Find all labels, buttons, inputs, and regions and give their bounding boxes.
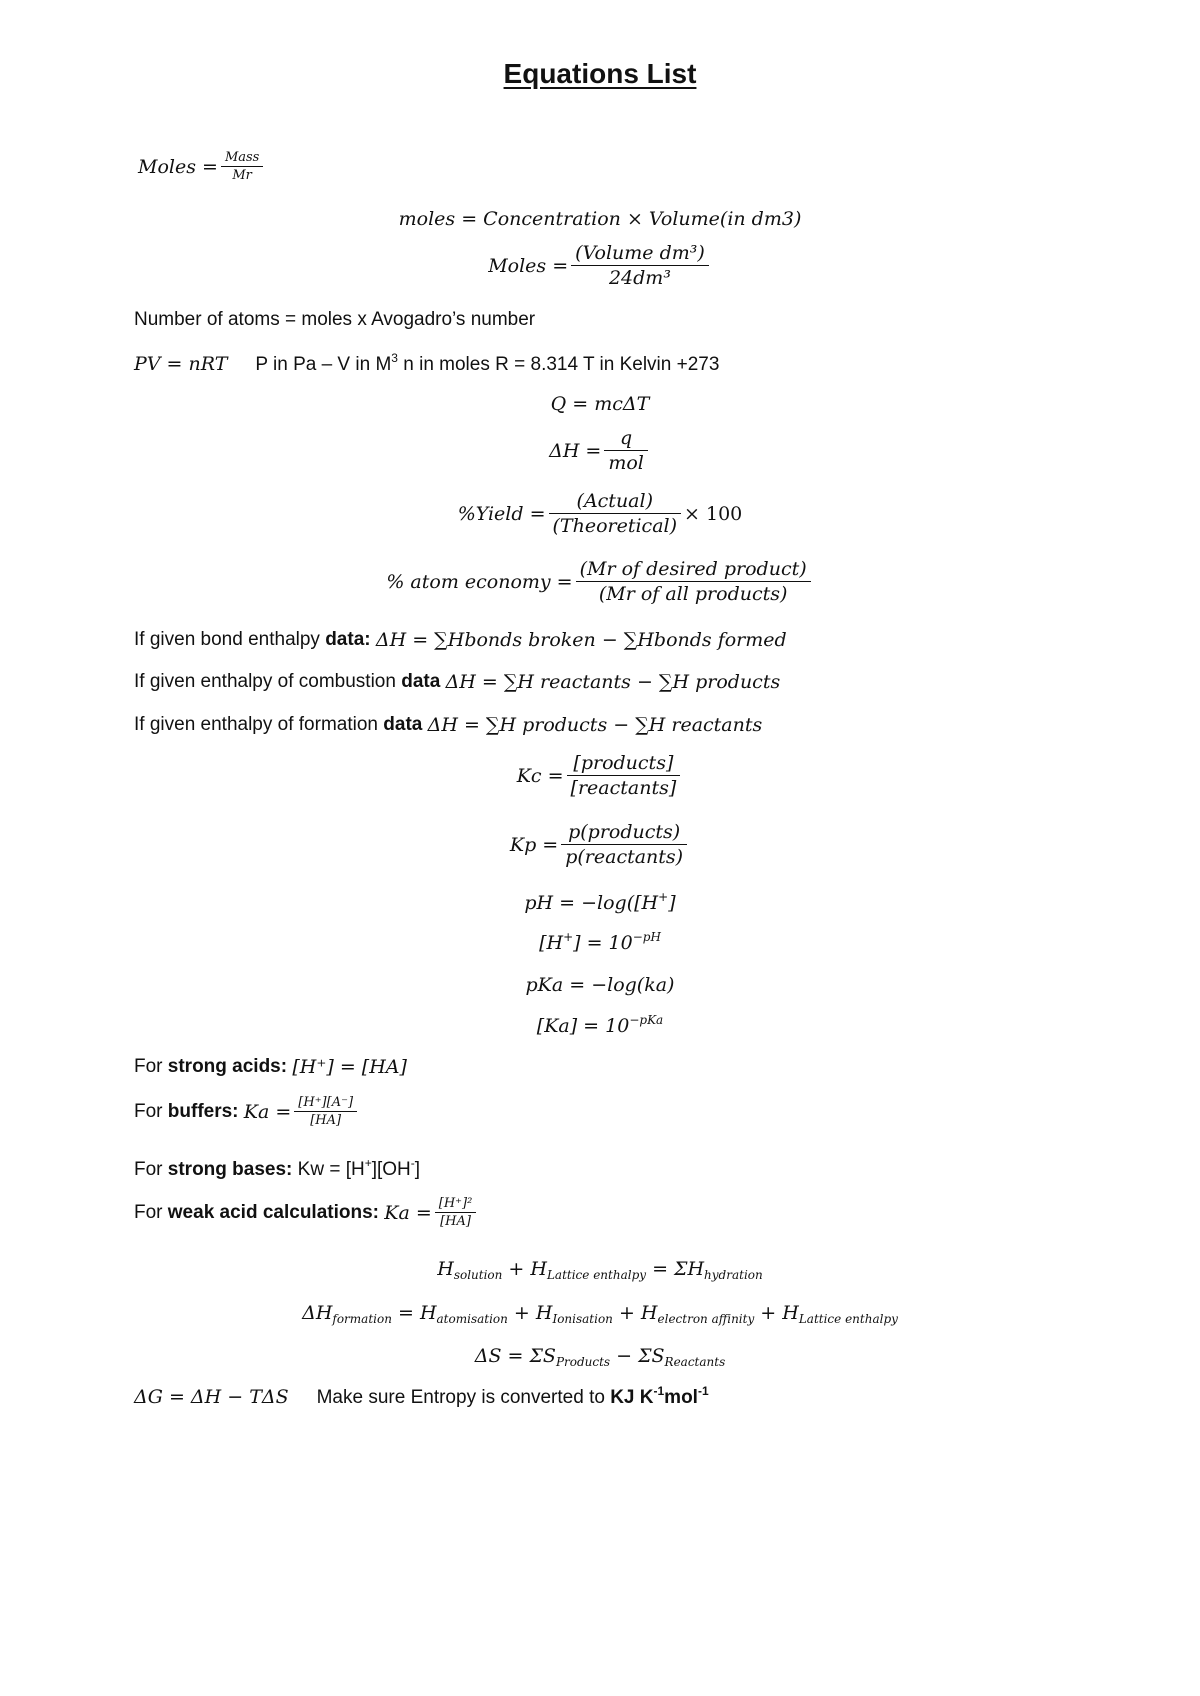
eq-kp: Kp = $\frac{\text{p(products)}}{\text{p(reactants)}}$ xyxy=(0,821,1200,868)
eq-strong-bases: For strong bases: Kw = [H+][OH-] xyxy=(134,1156,421,1180)
eq-entropy: $\Delta S = \Sigma S_{Products} - \Sigma S_{Reactants}$ xyxy=(474,1345,726,1369)
eq-ka-concentration: $[Ka] = 10^{-pKa}$ xyxy=(536,1013,664,1037)
eq-buffers: For buffers: Ka = $\frac{[H^+][A^-]}{[HA]}$ xyxy=(134,1095,360,1128)
eq-number-of-atoms: Number of atoms = moles x Avogadro’s number xyxy=(134,309,536,330)
eq-hydrogen-concentration: $[H^+] = 10^{-pH}$ xyxy=(539,930,661,954)
eq-combustion-enthalpy: If given enthalpy of combustion data ΔH = ∑H reactants − ∑H products xyxy=(134,671,781,693)
eq-moles-gas: Moles = $\frac{\text{(Volume dm³)}}{\text{24dm³}}$ xyxy=(0,242,1200,289)
eq-ph: pH = −log([H+] xyxy=(524,890,676,914)
eq-bond-enthalpy: If given bond enthalpy data: ΔH = ∑Hbonds broken − ∑Hbonds formed xyxy=(134,629,787,651)
eq-atom-economy: % atom economy = $\frac{\text{(Mr of desired product)}}{\text{(Mr of all products)}}$ xyxy=(0,558,1200,605)
eq-born-haber: $\Delta H_{formation} = H_{atomisation} + H_{Ionisation} + H_{electron affinity} + H_{Lattice enthalpy}$ xyxy=(302,1302,898,1326)
eq-moles-mass: Moles = $\frac{\text{Mass}}{Mr}$ xyxy=(138,150,266,183)
eq-hydration: $H_{solution} + H_{Lattice enthalpy} = \Sigma H_{hydration}$ xyxy=(437,1258,763,1282)
eq-strong-acids: For strong acids: [H⁺] = [HA] xyxy=(134,1056,407,1078)
eq-heat-energy: Q = mcΔT xyxy=(550,393,650,415)
eq-pka: pKa = −log(ka) xyxy=(525,974,675,996)
eq-kc: Kc = $\frac{\text{[products]}}{\text{[reactants]}}$ xyxy=(0,752,1200,799)
eq-weak-acid: For weak acid calculations: Ka = $\frac{\text{[H⁺]²}}{[HA]}$ xyxy=(134,1196,479,1229)
eq-gibbs: ΔG = ΔH − TΔS Make sure Entropy is converted to KJ $K^{-1}mol^{-1}$ xyxy=(134,1384,709,1408)
eq-ideal-gas: PV = nRT P in Pa – V in $M^3$ n in moles R = 8.314 T in Kelvin +273 xyxy=(134,351,720,375)
eq-enthalpy-change: ΔH = $\frac{q}{\text{mol}}$ xyxy=(0,427,1200,474)
eq-moles-concentration: moles = Concentration × Volume(in dm3) xyxy=(398,208,802,230)
eq-formation-enthalpy: If given enthalpy of formation data ΔH = ∑H products − ∑H reactants xyxy=(134,714,763,736)
eq-percent-yield: %Yield = $\frac{\text{(Actual)}}{\text{(Theoretical)}}$ × 100 xyxy=(457,490,743,537)
page-title: Equations List xyxy=(503,58,697,89)
